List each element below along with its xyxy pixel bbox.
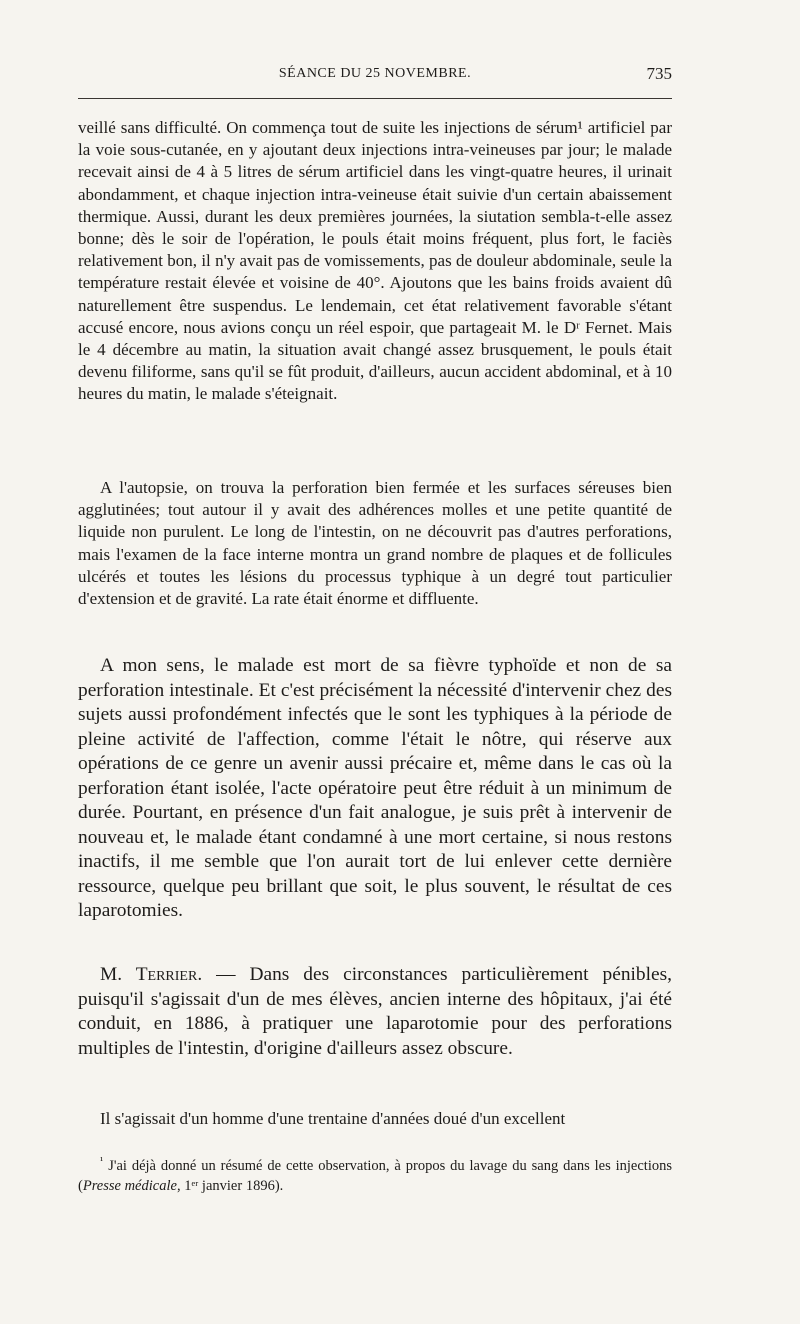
header-rule: [78, 98, 672, 99]
paragraph-3: A mon sens, le malade est mort de sa fièvre typhoïde et non de sa perforation intestinale. Et c'est précisément la nécessité d'intervenir chez des sujets aussi profondément infectés que le sont les typhiques à la période de pleine activité de l'affection, comme l'était le nôtre, qui réserve aux opérations de ce genre un avenir aussi précaire et, même dans le cas où la perforation étant isolée, l'acte opératoire peut être réduit à un minimum de durée. Pourtant, en présence d'un fait analogue, je suis prêt à intervenir de nouveau et, le malade étant condamné à une mort certaine, si nous restons inactifs, il me semble que l'on aurait tort de lui enlever cette dernière ressource, quelque peu brillant que soit, le plus souvent, le résultat de ces laparotomies.: [78, 655, 672, 921]
paragraph-4-text: — Dans des circonstances particulièrement pénibles, puisqu'il s'agissait d'un de mes élèves, ancien interne des hôpitaux, j'ai été conduit, en 1886, à pratiquer une laparotomie pour des perforations multiples de l'intestin, d'origine d'ailleurs assez obscure.: [78, 964, 672, 1059]
footnote: [78, 1156, 672, 1196]
speaker-name: M. Terrier.: [100, 964, 203, 985]
paragraph-2: A l'autopsie, on trouva la perforation bien fermée et les surfaces séreuses bien agglutinées; tout autour il y avait des adhérences molles et une petite quantité de liquide non purulent. Le long de l'intestin, on ne découvrit pas d'autres perforations, mais l'examen de la face interne montra un grand nombre de plaques et de follicules ulcérés et toutes les lésions du processus typhique à un degré tout particulier d'extension et de gravité. La rate était énorme et diffluente.: [78, 478, 672, 609]
page-number: 735: [646, 64, 672, 83]
footnote-text-before: J'ai déjà donné un résumé de cette observation, à propos du lavage du sang dans les injections (: [78, 1158, 673, 1194]
running-title: SÉANCE DU 25 NOVEMBRE.: [278, 66, 472, 81]
footnote-journal: Presse médicale: [82, 1178, 177, 1194]
paragraph-4: [78, 963, 672, 1061]
paragraph-5: Il s'agissait d'un homme d'une trentaine d'années doué d'un excellent: [100, 1109, 566, 1128]
paragraph-1: veillé sans difficulté. On commença tout de suite les injections de sérum¹ artificiel par la voie sous-cutanée, en y ajoutant deux injections intra-veineuses par jour; le malade recevait ainsi de 4 à 5 litres de sérum artificiel dans les vingt-quatre heures, il urinait abondamment, et chaque injection intra-veineuse était suivie d'un certain abaissement thermique. Aussi, durant les deux premières journées, la siutation sembla-t-elle assez bonne; dès le soir de l'opération, le pouls était moins fréquent, plus fort, le faciès relativement bon, il n'y avait pas de vomissements, pas de douleur abdominale, seule la température restait élevée et voisine de 40°. Ajoutons que les bains froids avaient dû naturellement être suspendus. Le lendemain, cet état relativement favorable s'étant accusé encore, nous avions conçu un réel espoir, que partageait M. le Dʳ Fernet. Mais le 4 décembre au matin, la situation avait changé assez brusquement, le pouls était devenu filiforme, sans qu'il se fût produit, d'ailleurs, aucun accident abdominal, et à 10 heures du matin, le malade s'éteignait.: [78, 118, 672, 404]
footnote-text-after: , 1ᵉʳ janvier 1896).: [176, 1178, 284, 1194]
page-header: [78, 62, 672, 88]
footnote-mark: ¹: [100, 1155, 104, 1168]
